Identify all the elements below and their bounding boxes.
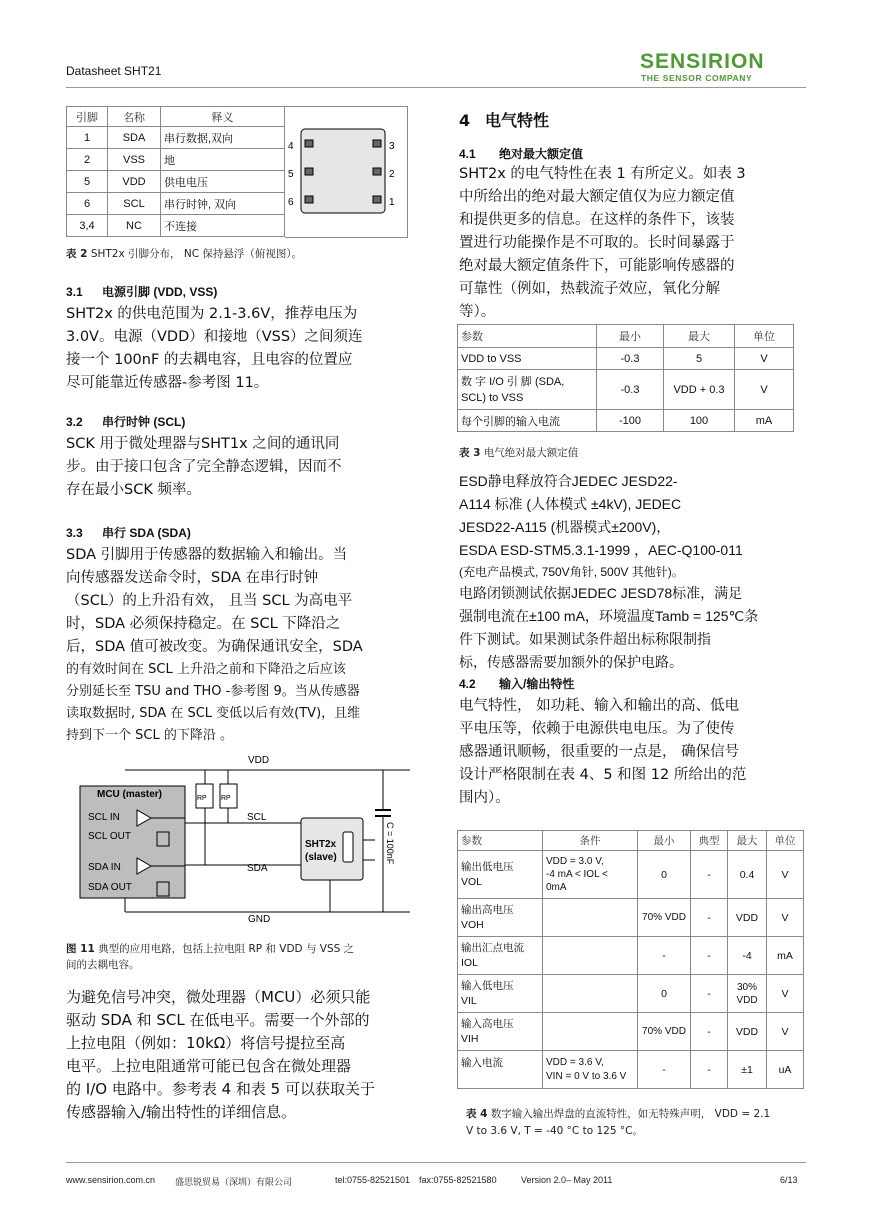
heading-number: 4 (459, 111, 471, 130)
fig11-caption (66, 941, 354, 973)
table-cell: ±1 (728, 1051, 767, 1089)
sensor-pinout-diagram (285, 107, 407, 237)
table-header: 最大 (728, 831, 767, 851)
table-cell-line: SCL) to VSS (461, 391, 524, 404)
table-cell-line: VDD = 3.0 V, (546, 856, 604, 867)
abs-max-table (457, 324, 794, 432)
table-header: 参数 (458, 325, 597, 348)
table4-caption (466, 1106, 811, 1140)
table-cell: SDA (108, 127, 161, 149)
table-cell: V (735, 370, 794, 410)
pin-number-label: 4 (288, 141, 294, 152)
text-line: 为避免信号冲突，微处理器（MCU）必须只能 (66, 988, 371, 1006)
mcu-label: MCU (master) (97, 789, 163, 800)
section-body (66, 303, 363, 395)
pin-number-label: 1 (389, 197, 395, 208)
table-cell-line: VIN = 0 V to 3.6 V (546, 1070, 627, 1082)
table-cell: mA (735, 410, 794, 432)
table-cell: - (691, 975, 728, 1013)
text-line: 后，SDA 值可被改变。为确保通讯安全，SDA (66, 639, 363, 655)
heading-number: 3.2 (66, 415, 83, 429)
text-line: 时，SDA 必须保持稳定。在 SCL 下降沿之 (66, 616, 341, 632)
table-header: 参数 (458, 831, 543, 851)
footer-fax: fax:0755-82521580 (419, 1175, 497, 1185)
table-cell: 100 (664, 410, 735, 432)
heading-number: 3.1 (66, 285, 83, 299)
table2-caption (66, 246, 302, 261)
text-line: SHT2x 的电气特性在表 1 有所定义。如表 3 (459, 166, 746, 182)
caption-text: 间的去耦电容。 (66, 959, 140, 971)
table-cell: 不连接 (161, 215, 285, 237)
table-cell: 串行数据,双向 (161, 127, 285, 149)
table-cell-line: 输入低电压 (461, 979, 514, 992)
table-cell: -0.3 (597, 370, 664, 410)
text-line: 和提供更多的信息。在这样的条件下，该装 (459, 212, 735, 228)
table-cell-line: VOH (461, 918, 484, 931)
caption-text: V to 3.6 V, T = -40 °C to 125 °C。 (466, 1125, 643, 1137)
resistor-label: RP (197, 795, 207, 802)
table-cell: - (691, 937, 728, 975)
footer-website: www.sensirion.com.cn (66, 1175, 156, 1185)
table3-caption (459, 445, 578, 460)
pin-table-header: 释义 (161, 107, 285, 127)
table-header: 最小 (638, 831, 691, 851)
mcu-paragraph (66, 986, 375, 1124)
section-heading (66, 283, 217, 300)
table-cell: 70% VDD (638, 899, 691, 937)
text-line: 强制电流在±100 mA，环境温度Tamb = 125℃条 (459, 608, 759, 624)
text-line: A114 标准 (人体模式 ±4kV), JEDEC (459, 496, 682, 512)
section-body (459, 163, 746, 324)
pin-label: SCL IN (88, 812, 120, 823)
pin-number-label: 3 (389, 141, 395, 152)
brand-logo: SENSIRION (640, 50, 765, 73)
caption-text: SHT2x 引脚分布， NC 保持悬浮（俯视图）。 (90, 248, 303, 260)
table-cell-line: VOL (461, 875, 483, 888)
text-line: ESD静电释放符合JEDEC JESD22- (459, 473, 678, 489)
table-cell: - (691, 1051, 728, 1089)
text-line: 的有效时间在 SCL 上升沿之前和下降沿之后应该 (66, 662, 346, 677)
table-cell-line: IOL (461, 956, 478, 969)
text-line: ESDA ESD-STM5.3.1-1999 ，AEC-Q100-011 (459, 542, 743, 558)
resistor-label: RP (221, 795, 231, 802)
heading-number: 4.2 (459, 677, 476, 691)
table-cell: VDD (108, 171, 161, 193)
pin-number-label: 6 (288, 197, 294, 208)
table-cell: - (638, 1051, 691, 1089)
text-line: 平电压等，依赖于电源供电电压。为了使传 (459, 721, 735, 737)
table-cell: - (691, 851, 728, 899)
table-cell: V (767, 1013, 804, 1051)
table-cell: 0.4 (728, 851, 767, 899)
table-cell: mA (767, 937, 804, 975)
table-cell: 地 (161, 149, 285, 171)
table-cell: VDD (728, 899, 767, 937)
table-cell: 0 (638, 851, 691, 899)
section-body (66, 433, 342, 502)
chip-label: (slave) (305, 852, 337, 863)
section-heading (459, 675, 574, 692)
heading-number: 4.1 (459, 147, 476, 161)
vdd-label: VDD (248, 755, 270, 766)
caption-text: 典型的应用电路，包括上拉电阻 RP 和 VDD 与 VSS 之 (98, 943, 355, 955)
caption-label: 表 4 (466, 1108, 488, 1120)
text-line: SCK 用于微处理器与SHT1x 之间的通讯同 (66, 436, 340, 452)
text-line: （SCL）的上升沿有效， 且当 SCL 为高电平 (66, 593, 353, 609)
table-header: 单位 (735, 325, 794, 348)
text-line: 置进行功能操作是不可取的。长时间暴露于 (459, 235, 735, 251)
heading-text: 串行时钟 (SCL) (102, 415, 186, 429)
text-line: 接一个 100nF 的去耦电容，且电容的位置应 (66, 352, 353, 368)
table-cell: VDD + 0.3 (664, 370, 735, 410)
table-header: 单位 (767, 831, 804, 851)
table-header: 典型 (691, 831, 728, 851)
table-cell-line: VDD = 3.6 V, (546, 1056, 604, 1068)
text-line: 步。由于接口包含了完全静态逻辑，因而不 (66, 459, 342, 475)
table-cell-line: -4 mA < IOL < (546, 869, 608, 880)
pin-label: SCL OUT (88, 831, 131, 842)
table-cell: 每个引脚的输入电流 (458, 410, 597, 432)
pinout-figure (285, 106, 408, 238)
text-line: 3.0V。电源（VDD）和接地（VSS）之间须连 (66, 329, 363, 345)
table-cell: 5 (664, 348, 735, 370)
scl-line-label: SCL (247, 812, 267, 823)
text-line: 标，传感器需要加额外的保护电路。 (459, 654, 683, 670)
table-cell: 2 (67, 149, 108, 171)
table-cell: VDD (728, 1013, 767, 1051)
text-line: 向传感器发送命令时，SDA 在串行时钟 (66, 570, 319, 586)
heading-number: 3.3 (66, 526, 83, 540)
text-line: 尽可能靠近传感器-参考图 11。 (66, 375, 269, 391)
footer-version: Version 2.0– May 2011 (521, 1175, 613, 1185)
table-cell: 输入电流 (458, 1051, 543, 1089)
table-cell: uA (767, 1051, 804, 1089)
table-cell: 3,4 (67, 215, 108, 237)
text-line: 围内）。 (459, 790, 510, 806)
heading-text: 串行 SDA (SDA) (102, 526, 191, 540)
text-line: 电气特性， 如功耗、输入和输出的高、低电 (459, 698, 740, 714)
table-cell: V (767, 851, 804, 899)
text-line: 上拉电阻（例如：10kΩ）将信号提拉至高 (66, 1034, 346, 1052)
text-line: 读取数据时, SDA 在 SCL 变低以后有效(TV)，且维 (66, 706, 361, 721)
table-cell: V (767, 899, 804, 937)
table-cell: 6 (67, 193, 108, 215)
table-cell: -0.3 (597, 348, 664, 370)
capacitor-label: C = 100nF (385, 822, 395, 865)
table-cell-line: 输出低电压 (461, 860, 514, 873)
pin-label: SDA OUT (88, 882, 132, 893)
section-4-heading (459, 108, 549, 131)
table-cell: VSS (108, 149, 161, 171)
table-cell: 串行时钟, 双向 (161, 193, 285, 215)
dc-characteristics-table (457, 830, 804, 1089)
table-cell: -4 (728, 937, 767, 975)
section-body (459, 695, 746, 810)
text-line: 分别延长至 TSU and THO -参考图 9。当从传感器 (66, 684, 360, 699)
pin-label: SDA IN (88, 862, 121, 873)
table-cell: - (691, 1013, 728, 1051)
pin-number-label: 5 (288, 169, 294, 180)
caption-label: 图 11 (66, 943, 95, 955)
sda-line-label: SDA (247, 863, 268, 874)
table-cell: 1 (67, 127, 108, 149)
table-cell-line: 输出汇点电流 (461, 941, 524, 954)
text-line: 的 I/O 电路中。参考表 4 和表 5 可以获取关于 (66, 1080, 375, 1098)
esd-paragraph (459, 470, 758, 674)
pin-number-label: 2 (389, 169, 395, 180)
caption-label: 表 3 (459, 447, 481, 459)
brand-tagline: THE SENSOR COMPANY (641, 73, 753, 83)
footer-phone: tel:0755-82521501 (335, 1175, 411, 1185)
table-cell: SCL (108, 193, 161, 215)
pin-table-header: 引脚 (67, 107, 108, 127)
text-line: 存在最小SCK 频率。 (66, 482, 201, 498)
application-circuit (75, 750, 410, 925)
table-cell: NC (108, 215, 161, 237)
table-cell-line: VIL (461, 994, 477, 1007)
table-cell-line: 输入高电压 (461, 1017, 514, 1030)
table-cell: 30% VDD (728, 975, 767, 1013)
table-cell-line: VIH (461, 1032, 479, 1045)
pin-table-header: 名称 (108, 107, 161, 127)
text-line: SDA 引脚用于传感器的数据输入和输出。当 (66, 547, 348, 563)
section-heading (66, 413, 185, 430)
table-cell: 供电电压 (161, 171, 285, 193)
header-rule (66, 87, 806, 88)
text-line: 中所给出的绝对最大额定值仅为应力额定值 (459, 189, 735, 205)
table-cell: V (767, 975, 804, 1013)
gnd-label: GND (248, 914, 271, 925)
text-line: 等）。 (459, 304, 496, 320)
caption-text: 电气绝对最大额定值 (483, 447, 579, 459)
text-line: 电路闭锁测试依据JEDEC JESD78标准，满足 (459, 585, 743, 601)
table-cell: 5 (67, 171, 108, 193)
text-line: (充电产品模式, 750V角针, 500V 其他针)。 (459, 565, 684, 579)
footer-company: 盛思锐贸易（深圳）有限公司 (175, 1177, 293, 1187)
text-line: 持到下一个 SCL 的下降沿 。 (66, 728, 233, 743)
caption-label: 表 2 (66, 248, 88, 260)
heading-text: 电气特性 (485, 111, 550, 130)
section-heading (459, 145, 583, 162)
table-cell-line: 0mA (546, 882, 567, 893)
text-line: JESD22-A115 (机器模式±200V)， (459, 519, 671, 535)
text-line: 电平。上拉电阻通常可能已包含在微处理器 (66, 1057, 352, 1075)
table-cell-line: 输出高电压 (461, 903, 514, 916)
table-cell: - (638, 937, 691, 975)
heading-text: 电源引脚 (VDD, VSS) (102, 285, 218, 299)
text-line: 可靠性（例如，热载流子效应，氧化分解 (459, 281, 720, 297)
text-line: 驱动 SDA 和 SCL 在低电平。需要一个外部的 (66, 1011, 370, 1029)
text-line: 感器通讯顺畅，很重要的一点是， 确保信号 (459, 744, 740, 760)
caption-text: 数字输入输出焊盘的直流特性，如无特殊声明， VDD = 2.1 (490, 1108, 771, 1120)
text-line: 设计严格限制在表 4、5 和图 12 所给出的范 (459, 767, 747, 783)
heading-text: 输入/输出特性 (499, 677, 575, 691)
text-line: 绝对最大额定值条件下，可能影响传感器的 (459, 258, 735, 274)
table-header: 条件 (543, 831, 638, 851)
table-header: 最小 (597, 325, 664, 348)
section-body (66, 544, 411, 747)
text-line: 件下测试。如果测试条件超出标称限制指 (459, 631, 711, 647)
table-cell: -100 (597, 410, 664, 432)
chip-label: SHT2x (305, 839, 337, 850)
document-title: Datasheet SHT21 (66, 64, 162, 78)
table-cell: 0 (638, 975, 691, 1013)
text-line: 传感器输入/输出特性的详细信息。 (66, 1103, 297, 1121)
table-cell: 70% VDD (638, 1013, 691, 1051)
table-cell: VDD to VSS (458, 348, 597, 370)
heading-text: 绝对最大额定值 (499, 147, 584, 161)
table-header: 最大 (664, 325, 735, 348)
table-cell: V (735, 348, 794, 370)
pin-table (66, 106, 285, 237)
table-cell: - (691, 899, 728, 937)
text-line: SHT2x 的供电范围为 2.1-3.6V，推荐电压为 (66, 306, 358, 322)
page-number: 6/13 (780, 1175, 798, 1185)
table-cell-line: 数 字 I/O 引 脚 (SDA, (461, 375, 565, 388)
section-heading (66, 524, 191, 541)
footer-rule (66, 1162, 806, 1163)
